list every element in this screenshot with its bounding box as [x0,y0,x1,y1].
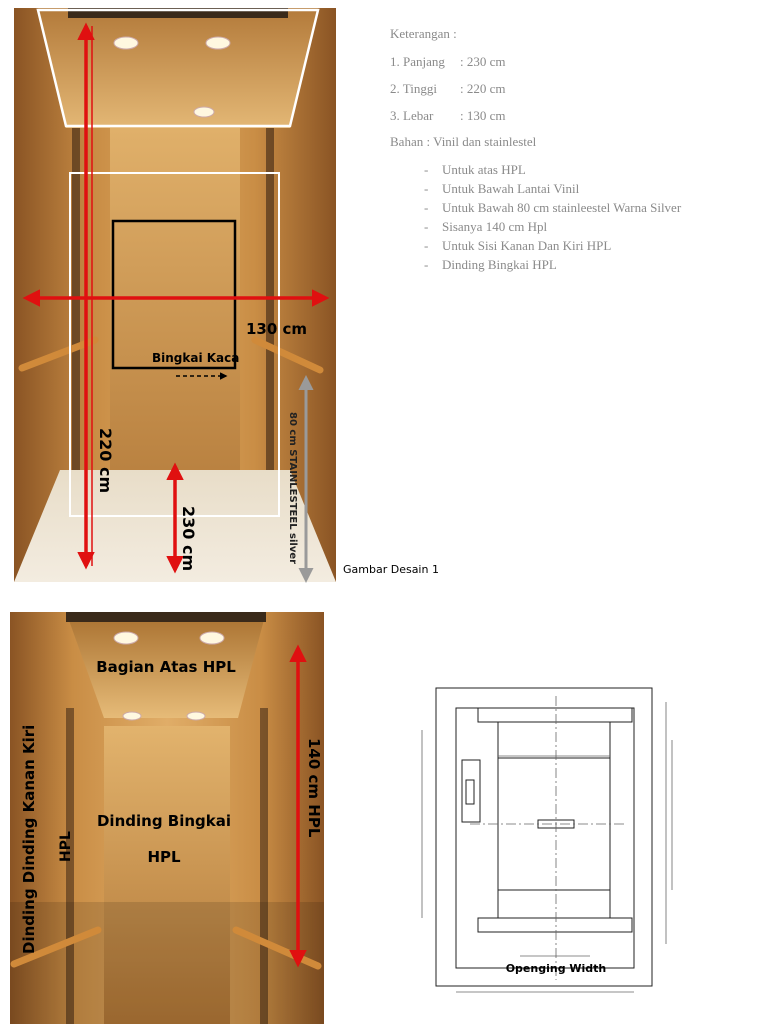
plan-bottom-rail [478,918,632,932]
spec-width-value: : 130 cm [460,108,506,123]
plan-outer-boundary [436,688,652,986]
frame-wall-hpl-label: HPL [147,848,181,866]
width-label: 130 cm [246,320,308,338]
ceiling-light [187,712,205,720]
spec-width-label: 3. Lebar [390,108,434,123]
hpl-height-label: 140 cm HPL [305,738,323,838]
frame-label: Bingkai Kaca [152,351,240,365]
ceiling-panel [38,8,318,128]
design-1-caption: Gambar Desain 1 [343,563,439,576]
spec-height [390,81,506,97]
side-walls-hpl-label: HPL [58,831,74,862]
spec-length [390,54,506,70]
ceiling-light [194,107,214,117]
side-walls-label: Dinding Dinding Kanan Kiri [20,724,38,954]
ceiling-light [206,37,230,49]
plan-shaft [456,708,634,968]
ceiling-light [114,632,138,644]
spec-length-label: 1. Panjang [390,54,445,69]
lower-band [10,902,324,1024]
ceiling-light [114,37,138,49]
ceiling-light [200,632,224,644]
plan-top-rail [478,708,632,722]
height-label: 220 cm [96,428,115,494]
frame-wall-label: Dinding Bingkai [96,812,232,830]
notes-heading: Keterangan : [390,26,457,41]
plan-counterweight-inner [466,780,474,804]
ceiling-trim [66,612,266,622]
spec-length-value: : 230 cm [460,54,506,69]
elevator-floor-plan [410,680,700,1000]
material-line: Bahan : Vinil dan stainlestel [390,134,537,149]
opening-width-label: Openging Width [505,962,607,975]
ceiling-light [123,712,141,720]
spec-height-value: : 220 cm [460,81,506,96]
back-wall [110,128,240,478]
elevator-design-1 [0,0,340,590]
spec-height-label: 2. Tinggi [390,81,437,96]
plan-counterweight [462,760,480,822]
spec-width [390,108,506,124]
elevator-design-2 [0,608,330,1024]
top-hpl-label: Bagian Atas HPL [96,658,236,676]
length-label: 230 cm [179,506,198,572]
steel-label: 80 cm STAINLESTEEL silver [287,412,298,565]
